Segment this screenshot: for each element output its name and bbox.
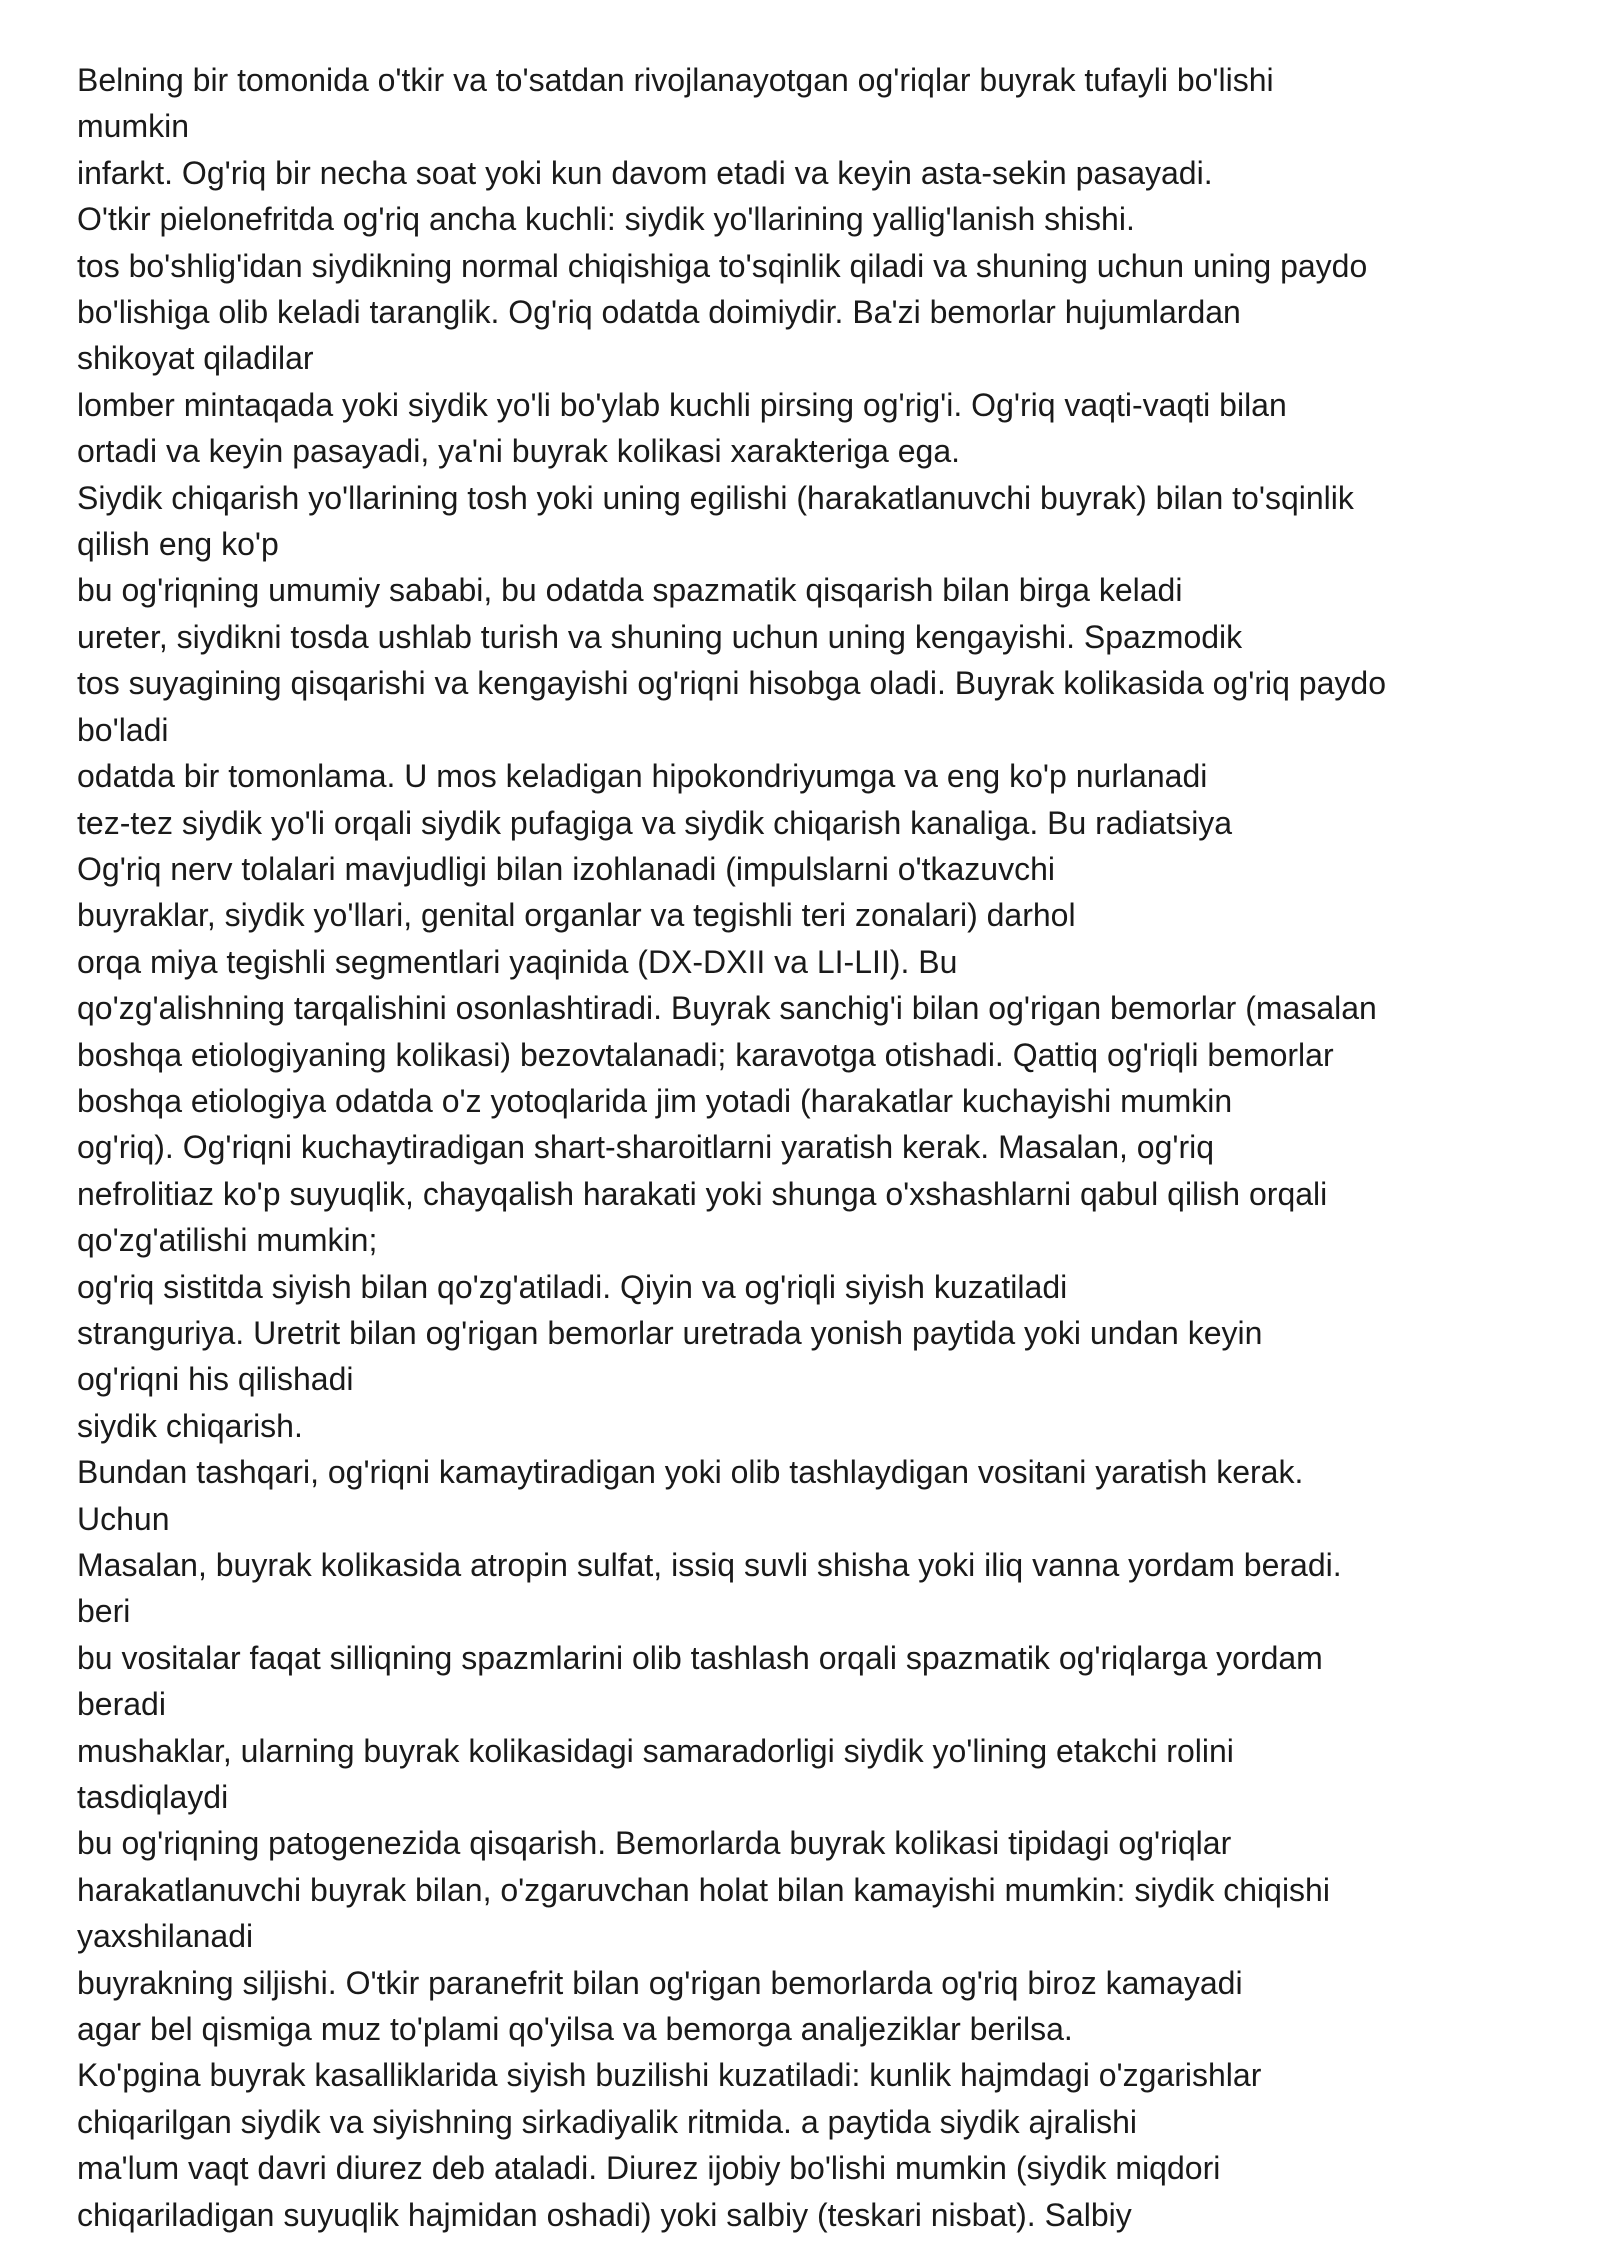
text-line: tez-tez siydik yo'li orqali siydik pufagiga va siydik chiqarish kanaliga. Bu radiatsiya bbox=[77, 804, 1233, 841]
text-line: tasdiqlaydi bbox=[77, 1779, 229, 1816]
text-line: siydik chiqarish. bbox=[77, 1407, 303, 1444]
text-line: lomber mintaqada yoki siydik yo'li bo'ylab kuchli pirsing og'rig'i. Og'riq vaqti-vaqti bilan bbox=[77, 386, 1287, 423]
text-line: Og'riq nerv tolalari mavjudligi bilan izohlanadi (impulslarni o'tkazuvchi bbox=[77, 850, 1055, 887]
text-line: Bundan tashqari, og'riqni kamaytiradigan yoki olib tashlaydigan vositani yaratish kerak. bbox=[77, 1454, 1304, 1491]
document-text-block bbox=[77, 57, 1547, 2238]
text-line: og'riqni his qilishadi bbox=[77, 1361, 354, 1398]
text-line: og'riq sistitda siyish bilan qo'zg'atiladi. Qiyin va og'riqli siyish kuzatiladi bbox=[77, 1268, 1068, 1305]
text-line: stranguriya. Uretrit bilan og'rigan bemorlar uretrada yonish paytida yoki undan keyin bbox=[77, 1314, 1263, 1351]
text-line: Siydik chiqarish yo'llarining tosh yoki uning egilishi (harakatlanuvchi buyrak) bilan to'sqinlik bbox=[77, 479, 1354, 516]
text-line: qo'zg'alishning tarqalishini osonlashtiradi. Buyrak sanchig'i bilan og'rigan bemorlar (masalan bbox=[77, 990, 1377, 1027]
text-line: bo'lishiga olib keladi taranglik. Og'riq odatda doimiydir. Ba'zi bemorlar hujumlardan bbox=[77, 294, 1241, 331]
text-line: bo'ladi bbox=[77, 711, 169, 748]
text-line: Belning bir tomonida o'tkir va to'satdan rivojlanayotgan og'riqlar buyrak tufayli bo'lishi bbox=[77, 62, 1274, 98]
text-line: chiqarilgan siydik va siyishning sirkadiyalik ritmida. a paytida siydik ajralishi bbox=[77, 2103, 1137, 2140]
text-line: ma'lum vaqt davri diurez deb ataladi. Diurez ijobiy bo'lishi mumkin (siydik miqdori bbox=[77, 2150, 1221, 2187]
text-line: buyrakning siljishi. O'tkir paranefrit bilan og'rigan bemorlarda og'riq biroz kamayadi bbox=[77, 1964, 1243, 2001]
text-line: mushaklar, ularning buyrak kolikasidagi samaradorligi siydik yo'lining etakchi rolini bbox=[77, 1732, 1234, 1769]
text-line: boshqa etiologiya odatda o'z yotoqlarida jim yotadi (harakatlar kuchayishi mumkin bbox=[77, 1082, 1233, 1119]
text-line: infarkt. Og'riq bir necha soat yoki kun davom etadi va keyin asta-sekin pasayadi. bbox=[77, 154, 1213, 191]
text-line: ortadi va keyin pasayadi, ya'ni buyrak kolikasi xarakteriga ega. bbox=[77, 433, 961, 470]
text-line: og'riq). Og'riqni kuchaytiradigan shart-sharoitlarni yaratish kerak. Masalan, og'riq bbox=[77, 1129, 1215, 1166]
text-line: orqa miya tegishli segmentlari yaqinida (DX-DXII va LI-LII). Bu bbox=[77, 943, 958, 980]
text-line: bu og'riqning umumiy sababi, bu odatda spazmatik qisqarish bilan birga keladi bbox=[77, 572, 1183, 609]
text-line: harakatlanuvchi buyrak bilan, o'zgaruvchan holat bilan kamayishi mumkin: siydik chiqishi bbox=[77, 1871, 1330, 1908]
text-line: Uchun bbox=[77, 1500, 170, 1537]
text-line: mumkin bbox=[77, 108, 190, 145]
text-line: beri bbox=[77, 1593, 131, 1630]
text-line: qo'zg'atilishi mumkin; bbox=[77, 1222, 378, 1259]
text-line: beradi bbox=[77, 1686, 166, 1723]
text-line: nefrolitiaz ko'p suyuqlik, chayqalish harakati yoki shunga o'xshashlarni qabul qilish orqali bbox=[77, 1175, 1328, 1212]
text-line: Ko'pgina buyrak kasalliklarida siyish buzilishi kuzatiladi: kunlik hajmdagi o'zgarishlar bbox=[77, 2057, 1262, 2094]
text-line: shikoyat qiladilar bbox=[77, 340, 314, 377]
text-line: boshqa etiologiyaning kolikasi) bezovtalanadi; karavotga otishadi. Qattiq og'riqli bemorlar bbox=[77, 1036, 1334, 1073]
text-line: O'tkir pielonefritda og'riq ancha kuchli: siydik yo'llarining yallig'lanish shishi. bbox=[77, 201, 1135, 238]
text-line: buyraklar, siydik yo'llari, genital organlar va tegishli teri zonalari) darhol bbox=[77, 897, 1076, 934]
text-line: Masalan, buyrak kolikasida atropin sulfat, issiq suvli shisha yoki iliq vanna yordam beradi. bbox=[77, 1547, 1342, 1583]
text-line: tos suyagining qisqarishi va kengayishi og'riqni hisobga oladi. Buyrak kolikasida og'riq paydo bbox=[77, 665, 1386, 702]
text-line: yaxshilanadi bbox=[77, 1918, 254, 1955]
text-line: chiqariladigan suyuqlik hajmidan oshadi) yoki salbiy (teskari nisbat). Salbiy bbox=[77, 2196, 1132, 2233]
text-line: odatda bir tomonlama. U mos keladigan hipokondriyumga va eng ko'p nurlanadi bbox=[77, 758, 1208, 795]
text-line: bu og'riqning patogenezida qisqarish. Bemorlarda buyrak kolikasi tipidagi og'riqlar bbox=[77, 1825, 1232, 1862]
text-line: tos bo'shlig'idan siydikning normal chiqishiga to'sqinlik qiladi va shuning uchun uning paydo bbox=[77, 247, 1368, 284]
text-line: qilish eng ko'p bbox=[77, 526, 279, 563]
text-line: agar bel qismiga muz to'plami qo'yilsa va bemorga analjeziklar berilsa. bbox=[77, 2011, 1073, 2048]
text-line: bu vositalar faqat silliqning spazmlarini olib tashlash orqali spazmatik og'riqlarga yordam bbox=[77, 1639, 1323, 1676]
text-line: ureter, siydikni tosda ushlab turish va shuning uchun uning kengayishi. Spazmodik bbox=[77, 618, 1243, 655]
